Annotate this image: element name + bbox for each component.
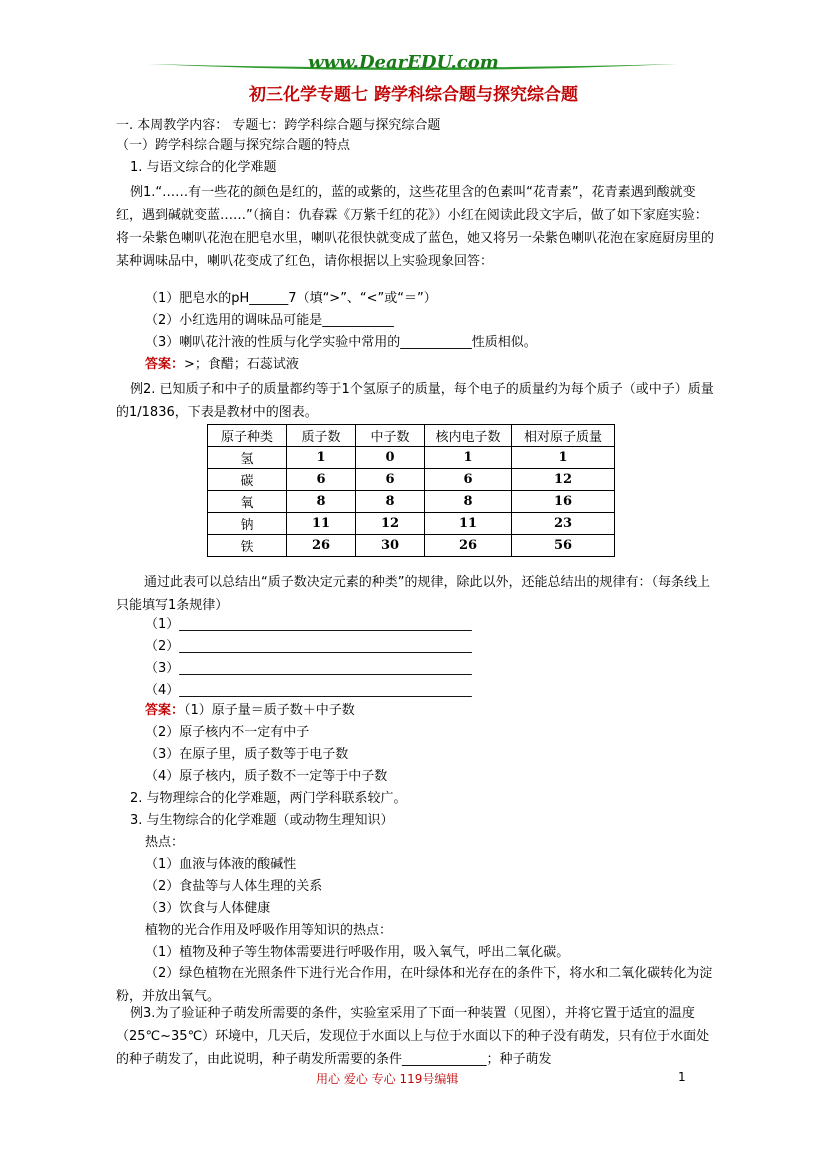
answer-2-line-3: （3）在原子里，质子数等于电子数	[145, 747, 349, 762]
example-1-paragraph: 例1.“……有一些花的颜色是红的，蓝的或紫的，这些花里含的色素叫“花青素”，花青素遇到酸就变红，遇到碱就变蓝……”（摘自：仇春霖《万紫千红的花》）小红在阅读此段文字后，做了如下家庭实验：将一朵紫色喇叭花泡在肥皂水里，喇叭花很快就变成了蓝色，她又将另一朵紫色喇叭花泡在家庭厨房里的某种调味品中，喇叭花变成了红色，请你根据以上实验现象回答：	[116, 185, 715, 269]
answer-blank-3: （3）_____________________________________________	[145, 661, 472, 676]
answer-2-line-2: （2）原子核内不一定有中子	[145, 725, 310, 740]
table-cell: 1	[287, 447, 356, 469]
answer-text: （1）原子量＝质子数＋中子数	[184, 703, 355, 718]
answer-text: >；食醋；石蕊试液	[184, 357, 299, 372]
table-cell: 碳	[208, 469, 287, 491]
footer-slogan: 用心 爱心 专心 119号编辑	[316, 1072, 459, 1086]
answer-blank-4: （4）_____________________________________________	[145, 683, 472, 698]
table-cell: 8	[356, 491, 425, 513]
column-header: 相对原子质量	[512, 425, 615, 447]
plant-item-2: （2）绿色植物在光照条件下进行光合作用，在叶绿体和光存在的条件下，将水和二氧化碳转化为淀粉，并放出氧气。	[116, 966, 713, 1004]
table-cell: 26	[425, 535, 512, 557]
table-row	[208, 535, 615, 557]
plant-item-1: （1）植物及种子等生物体需要进行呼吸作用，吸入氧气，呼出二氧化碳。	[145, 945, 570, 960]
table-cell: 12	[512, 469, 615, 491]
table-cell: 钠	[208, 513, 287, 535]
column-header: 中子数	[356, 425, 425, 447]
table-cell: 12	[356, 513, 425, 535]
table-cell: 氧	[208, 491, 287, 513]
section-heading-1: （一）跨学科综合题与探究综合题的特点	[116, 138, 351, 153]
table-cell: 26	[287, 535, 356, 557]
example-2-paragraph: 例2. 已知质子和中子的质量都约等于1个氢原子的质量，每个电子的质量约为每个质子（或中子）质量的1/1836，下表是教材中的图表。	[116, 382, 714, 420]
table-cell: 6	[425, 469, 512, 491]
table-row	[208, 513, 615, 535]
table-row	[208, 447, 615, 469]
table-cell: 铁	[208, 535, 287, 557]
table-cell: 6	[287, 469, 356, 491]
subsection-heading-3: 3. 与生物综合的化学难题（或动物生理知识）	[130, 813, 394, 828]
table-cell: 6	[356, 469, 425, 491]
example-1-question-1: （1）肥皂水的pH______7（填“>”、“<”或“＝”）	[145, 291, 437, 306]
table-cell: 11	[287, 513, 356, 535]
atom-table	[207, 424, 615, 557]
table-cell: 16	[512, 491, 615, 513]
example-1-question-3: （3）喇叭花汁液的性质与化学实验中常用的___________性质相似。	[145, 335, 537, 350]
column-header: 质子数	[287, 425, 356, 447]
table-cell: 0	[356, 447, 425, 469]
table-cell: 8	[425, 491, 512, 513]
plant-heading: 植物的光合作用及呼吸作用等知识的热点：	[145, 923, 393, 938]
answer-2-line-1	[145, 702, 355, 720]
answer-blank-2: （2）_____________________________________________	[145, 639, 472, 654]
hotspot-label: 热点：	[145, 835, 185, 850]
answer-label: 答案：	[145, 703, 185, 718]
answer-1	[145, 356, 299, 374]
column-header: 核内电子数	[425, 425, 512, 447]
table-cell: 56	[512, 535, 615, 557]
intro-line: 一. 本周教学内容： 专题七：跨学科综合题与探究综合题	[116, 118, 441, 133]
column-header: 原子种类	[208, 425, 287, 447]
table-header-row	[208, 425, 615, 447]
table-cell: 氢	[208, 447, 287, 469]
table-row	[208, 469, 615, 491]
hotspot-item-3: （3）饮食与人体健康	[145, 901, 271, 916]
answer-blank-1: （1）_____________________________________________	[145, 617, 472, 632]
page-title: 初三化学专题七 跨学科综合题与探究综合题	[249, 85, 578, 105]
subsection-heading: 1. 与语文综合的化学难题	[130, 160, 277, 175]
hotspot-item-1: （1）血液与体液的酸碱性	[145, 857, 297, 872]
table-cell: 30	[356, 535, 425, 557]
table-cell: 1	[512, 447, 615, 469]
example-3-paragraph: 例3.为了验证种子萌发所需要的条件，实验室采用了下面一种装置（见图），并将它置于适宜的温度（25℃~35℃）环境中，几天后，发现位于水面以上与位于水面以下的种子没有萌发，只有位于水面处的种子萌发了，由此说明，种子萌发所需要的条件_____________；种子萌发	[116, 1006, 710, 1067]
table-cell: 8	[287, 491, 356, 513]
page-number: 1	[678, 1070, 686, 1084]
example-1-question-2: （2）小红选用的调味品可能是___________	[145, 313, 394, 328]
table-cell: 11	[425, 513, 512, 535]
site-url[interactable]: www.DearEDU.com	[308, 52, 499, 73]
answer-label: 答案：	[145, 357, 185, 372]
table-followup-paragraph: 通过此表可以总结出“质子数决定元素的种类”的规律，除此以外，还能总结出的规律有：（每条线上只能填写1条规律）	[116, 575, 710, 613]
table-cell: 1	[425, 447, 512, 469]
table-cell: 23	[512, 513, 615, 535]
hotspot-item-2: （2）食盐等与人体生理的关系	[145, 879, 323, 894]
answer-2-line-4: （4）原子核内，质子数不一定等于中子数	[145, 769, 388, 784]
subsection-heading-2: 2. 与物理综合的化学难题，两门学科联系较广。	[130, 791, 407, 806]
table-row	[208, 491, 615, 513]
